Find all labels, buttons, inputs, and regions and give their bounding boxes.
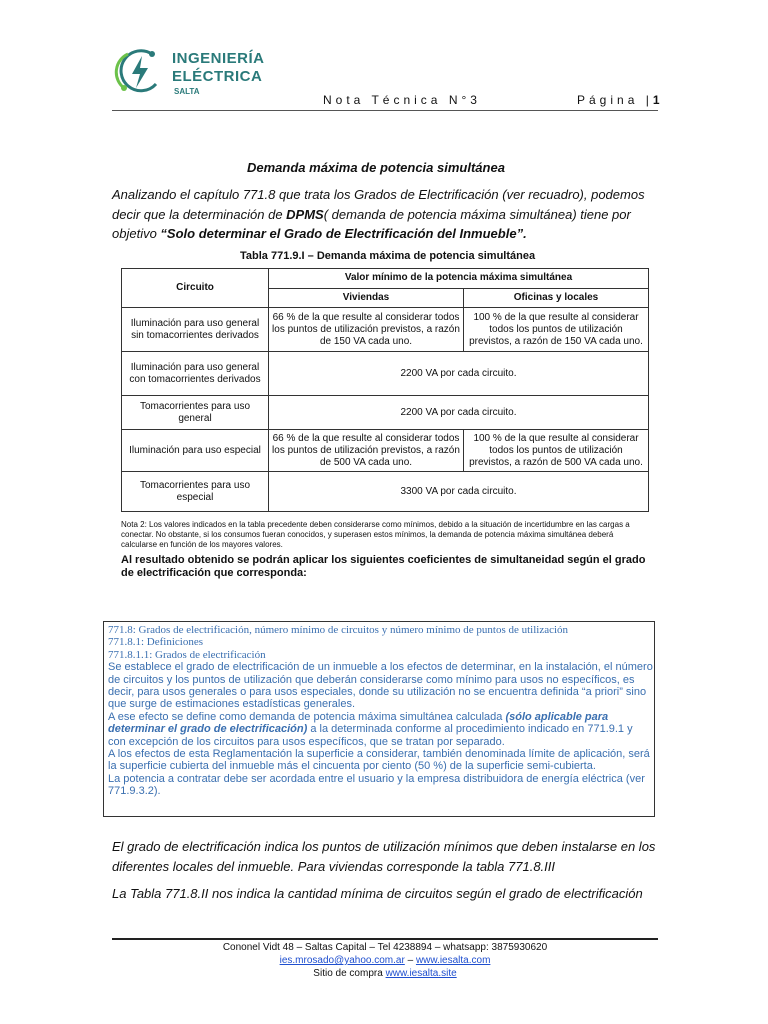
logo-line-2: ELÉCTRICA <box>172 68 263 85</box>
footer-divider <box>112 938 658 940</box>
paragraph-tabla: La Tabla 771.8.II nos indica la cantidad mínima de circuitos según el grado de electrificación <box>112 886 643 901</box>
shop-link[interactable]: www.iesalta.site <box>385 968 457 979</box>
intro-bold-objective: “Solo determinar el Grado de Electrificación del Inmueble”. <box>160 226 527 241</box>
table-row <box>122 396 649 430</box>
row-circuito: Iluminación para uso especial <box>122 430 269 472</box>
table-header-row <box>122 269 649 289</box>
excerpt-paragraph-2 <box>108 711 653 748</box>
document-title: Demanda máxima de potencia simultánea <box>247 160 505 175</box>
table-row <box>122 472 649 512</box>
table-row <box>122 308 649 352</box>
table-note: Nota 2: Los valores indicados en la tabla precedente deben considerarse como mínimos, debido a la situación de incertidumbre en las cargas a conectar. No obstante, si los consumos fueran conocidos, y superasen estos mínimos, la demanda de potencia máxima simultánea deberá calcularse en función de los mayores valores. <box>121 520 630 549</box>
excerpt-paragraph-4: La potencia a contratar debe ser acordada entre el usuario y la empresa distribuidora de energía eléctrica (ver 771.9.3.2). <box>108 772 645 798</box>
excerpt-paragraph-3: A los efectos de esta Reglamentación la superficie a considerar, también denominada límite de aplicación, será la superficie cubierta del inmueble más el cincuenta por ciento (50 %) de la superficie semi-cubierta. <box>108 748 650 773</box>
excerpt-p2-text-a: A ese efecto se define como demanda de potencia máxima simultánea calculada <box>108 710 506 723</box>
row-merged-value: 3300 VA por cada circuito. <box>269 472 649 512</box>
header-oficinas: Oficinas y locales <box>464 288 649 308</box>
paragraph-grado: El grado de electrificación indica los puntos de utilización mínimos que deben instalarse en los diferentes locales del inmueble. Para viviendas corresponde la tabla 771.8.III <box>112 839 656 874</box>
lightning-bolt-icon <box>112 40 168 102</box>
header-viviendas: Viviendas <box>269 288 464 308</box>
row-merged-value: 2200 VA por cada circuito. <box>269 352 649 396</box>
intro-bold-dpms: DPMS <box>286 206 324 222</box>
excerpt-heading-3: 771.8.1.1: Grados de electrificación <box>108 648 266 661</box>
row-viviendas: 66 % de la que resulte al considerar todos los puntos de utilización previstos, a razón de 150 VA cada uno. <box>269 308 464 352</box>
row-oficinas: 100 % de la que resulte al considerar todos los puntos de utilización previstos, a razón de 500 VA cada uno. <box>464 430 649 472</box>
row-circuito: Tomacorrientes para uso general <box>122 396 269 430</box>
regulation-excerpt-box <box>103 621 655 817</box>
logo-line-3: SALTA <box>174 87 200 96</box>
row-circuito: Tomacorrientes para uso especial <box>122 472 269 512</box>
excerpt-p2-bold: (sólo aplicable para determinar el grado de electrificación) <box>108 710 609 736</box>
excerpt-p2-text-c: a la determinada conforme al procedimiento indicado en 771.9.1 y con excepción de los circuitos para usos específicos, que se tratan por separado. <box>108 723 633 748</box>
row-circuito: Iluminación para uso general sin tomacorrientes derivados <box>122 308 269 352</box>
row-merged-value: 2200 VA por cada circuito. <box>269 396 649 430</box>
website-link[interactable]: www.iesalta.com <box>415 955 491 966</box>
table-row <box>122 430 649 472</box>
page-indicator <box>577 93 660 107</box>
regulation-excerpt-content <box>108 624 653 798</box>
demand-table <box>121 268 649 512</box>
row-oficinas: 100 % de la que resulte al considerar todos los puntos de utilización previstos, a razón de 150 VA cada uno. <box>464 308 649 352</box>
result-text: Al resultado obtenido se podrán aplicar los siguientes coeficientes de simultaneidad según el grado de electrificación que corresponda: <box>121 554 646 579</box>
table-row <box>122 352 649 396</box>
header-circuito: Circuito <box>122 269 269 308</box>
row-viviendas: 66 % de la que resulte al considerar todos los puntos de utilización previstos, a razón de 500 VA cada uno. <box>269 430 464 472</box>
intro-text-1: Analizando el capítulo 771.8 que trata los Grados de Electrificación (ver recuadro), podemos decir que la determinación de <box>112 187 645 222</box>
doc-label: Nota Técnica N°3 <box>323 93 481 107</box>
email-link[interactable]: ies.mrosado@yahoo.com.ar <box>279 955 405 966</box>
intro-paragraph <box>112 185 660 244</box>
intro-text-2: ( demanda de potencia máxima simultánea) tiene por objetivo <box>112 206 631 241</box>
header-group: Valor mínimo de la potencia máxima simultánea <box>269 269 649 289</box>
shop-label: Sitio de compra <box>313 968 386 979</box>
page-label: Página | <box>577 93 653 107</box>
footer-shop <box>112 967 658 980</box>
page-number: 1 <box>652 93 660 107</box>
excerpt-heading-1: 771.8: Grados de electrificación, número mínimo de circuitos y número mínimo de puntos de utilización <box>108 624 569 636</box>
header-divider <box>112 110 658 111</box>
footer-address: Cononel Vidt 48 – Saltas Capital – Tel 4238894 – whatsapp: 3875930620 <box>222 942 548 953</box>
table-caption: Tabla 771.9.I – Demanda máxima de potencia simultánea <box>240 250 536 262</box>
company-logo <box>112 40 265 102</box>
footer-contact <box>112 954 658 967</box>
row-circuito: Iluminación para uso general con tomacorrientes derivados <box>122 352 269 396</box>
logo-line-1: INGENIERÍA <box>172 50 265 67</box>
footer-separator: – <box>404 955 416 966</box>
excerpt-paragraph-1: Se establece el grado de electrificación de un inmueble a los efectos de determinar, en la instalación, el número de circuitos y los puntos de utilización que deberán considerarse como mínimo para usos no específicos, es decir, para usos generales o para usos especiales, donde su utilización no se encuentra definida “a priori” sino que surge de estimaciones estadísticas generales. <box>108 661 653 711</box>
excerpt-heading-2: 771.8.1: Definiciones <box>108 636 204 649</box>
